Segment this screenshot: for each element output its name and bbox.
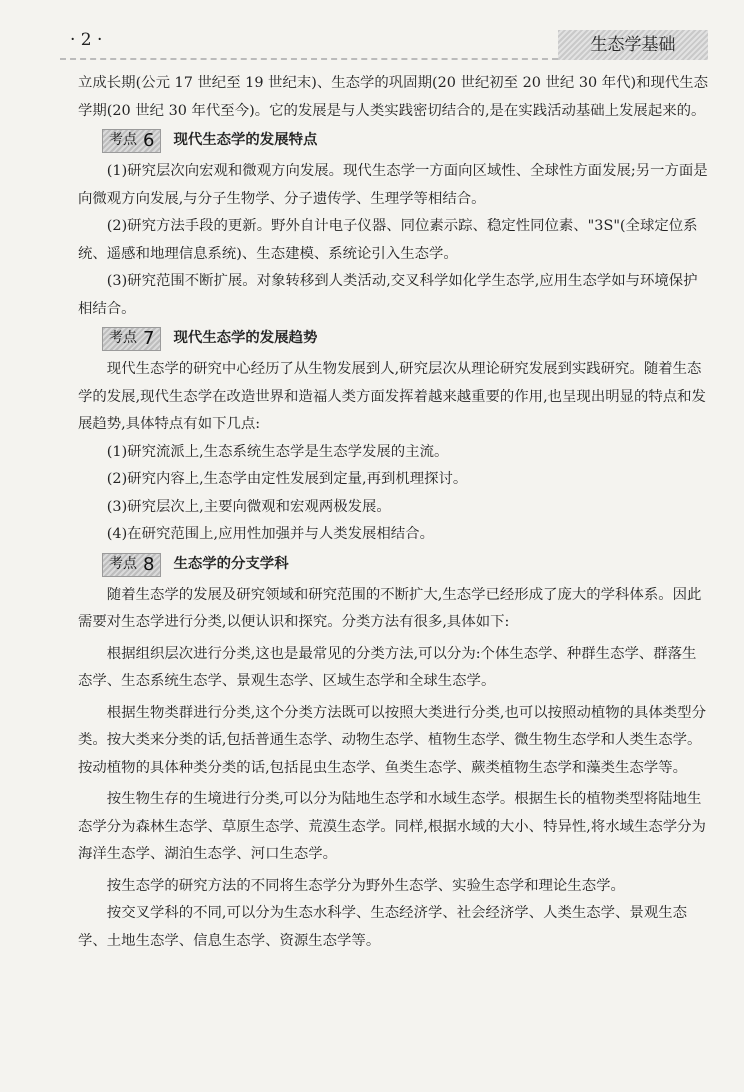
section-title: 现代生态学的发展趋势 [173,330,318,347]
paragraph: 随着生态学的发展及研究领域和研究范围的不断扩大,生态学已经形成了庞大的学科体系。因此需要对生态学进行分类,以便认识和探究。分类方法有很多,具体如下: [78,586,702,630]
section-title: 现代生态学的发展特点 [173,132,318,149]
section-title: 生态学的分支学科 [173,555,289,572]
paragraph: 按生物生存的生境进行分类,可以分为陆地生态学和水域生态学。根据生长的植物类型将陆地生态学分为森林生态学、草原生态学、荒漠生态学。同样,根据水域的大小、特异性,将水域生态学分为海洋生态学、湖泊生态学、河口生态学。 [78,791,706,862]
book-title: 生态学基础 [558,30,708,60]
section-heading-7 [102,326,710,352]
page-body [78,70,710,955]
badge-number: 6 [143,130,155,152]
paragraph: 按交叉学科的不同,可以分为生态水科学、生态经济学、社会经济学、人类生态学、景观生态学、土地生态学、信息生态学、资源生态学等。 [78,905,687,949]
list-item: (2)研究内容上,生态学由定性发展到定量,再到机理探讨。 [106,471,468,487]
badge-label: 考点 [109,132,137,149]
page-number: · 2 · [70,30,103,50]
section-badge [102,129,161,153]
paragraph: 现代生态学的研究中心经历了从生物发展到人,研究层次从理论研究发展到实践研究。随着生态学的发展,现代生态学在改造世界和造福人类方面发挥着越来越重要的作用,也呈现出明显的特点和发展趋势,具体特点有如下几点: [78,361,706,432]
header-divider [60,58,558,60]
badge-label: 考点 [109,555,137,572]
section-badge [102,327,161,351]
section-heading-6 [102,128,710,154]
paragraph: (3)研究范围不断扩展。对象转移到人类活动,交叉科学如化学生态学,应用生态学如与环境保护相结合。 [78,273,698,317]
section-heading-8 [102,552,710,578]
list-item: (4)在研究范围上,应用性加强并与人类发展相结合。 [106,526,434,542]
badge-label: 考点 [109,330,137,347]
badge-number: 8 [143,553,155,575]
paragraph: (2)研究方法手段的更新。野外自计电子仪器、同位素示踪、稳定性同位素、"3S"(全球定位系统、遥感和地理信息系统)、生态建模、系统论引入生态学。 [78,218,698,262]
list-item: (3)研究层次上,主要向微观和宏观两极发展。 [106,498,391,515]
list-item: (1)研究流派上,生态系统生态学是生态学发展的主流。 [106,443,449,460]
paragraph: 按生态学的研究方法的不同将生态学分为野外生态学、实验生态学和理论生态学。 [106,877,625,894]
paragraph: (1)研究层次向宏观和微观方向发展。现代生态学一方面向区域性、全球性方面发展;另一方面是向微观方向发展,与分子生物学、分子遗传学、生理学等相结合。 [78,163,708,207]
paragraph: 根据组织层次进行分类,这也是最常见的分类方法,可以分为:个体生态学、种群生态学、群落生态学、生态系统生态学、景观生态学、区域生态学和全球生态学。 [78,645,697,689]
page-header [60,28,708,62]
section-badge [102,553,161,577]
badge-number: 7 [143,328,155,350]
intro-paragraph: 立成长期(公元 17 世纪至 19 世纪末)、生态学的巩固期(20 世纪初至 20 世纪 30 年代)和现代生态学期(20 世纪 30 年代至今)。它的发展是与人类实践密切结合的,是在实践活动基础上发展起来的。 [78,75,709,119]
paragraph: 根据生物类群进行分类,这个分类方法既可以按照大类进行分类,也可以按照动植物的具体类型分类。按大类来分类的话,包括普通生态学、动物生态学、植物生态学、微生物生态学和人类生态学。按动植物的具体种类分类的话,包括昆虫生态学、鱼类生态学、蕨类植物生态学和藻类生态学等。 [78,704,706,776]
